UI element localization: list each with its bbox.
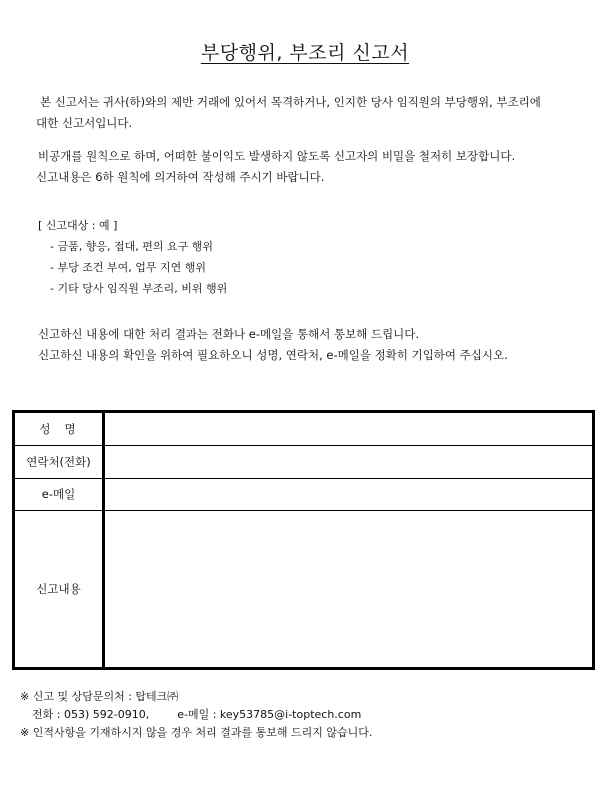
intro-line-2: 대한 신고서입니다. — [36, 116, 133, 130]
intro-paragraph — [36, 92, 596, 134]
page-title — [0, 38, 610, 65]
contact-line — [20, 706, 372, 724]
name-row — [15, 413, 592, 445]
name-field[interactable] — [104, 413, 593, 445]
phone-row — [15, 445, 592, 478]
notice-line-1: 신고하신 내용에 대한 처리 결과는 전화나 e-메일을 통해서 통보해 드립니다. — [38, 327, 420, 341]
footer — [20, 688, 372, 742]
intro-line-1: 본 신고서는 귀사(하)와의 제반 거래에 있어서 목격하거나, 인지한 당사 임직원의 부당행위, 부조리에 — [40, 95, 541, 109]
contact-title: ※ 신고 및 상담문의처 : 탑테크㈜ — [20, 690, 179, 703]
notice-line-2: 신고하신 내용의 확인을 위하여 필요하오니 성명, 연락처, e-메일을 정확히 기입하여 주십시오. — [38, 348, 508, 362]
anonymous-note: ※ 인적사항을 기재하시지 않을 경우 처리 결과를 통보해 드리지 않습니다. — [20, 726, 373, 739]
email-label: e-메일 — [15, 478, 104, 510]
report-form — [12, 410, 595, 670]
notice-paragraph — [38, 324, 598, 366]
contact-email: e-메일 : key53785@i-toptech.com — [177, 708, 362, 721]
confidential-paragraph — [36, 146, 596, 188]
content-field[interactable] — [104, 510, 593, 667]
target-item: - 금품, 향응, 접대, 편의 요구 행위 — [50, 240, 213, 253]
name-label: 성명 — [15, 413, 104, 445]
targets-heading: [ 신고대상 : 예 ] — [38, 219, 118, 232]
email-field[interactable] — [104, 478, 593, 510]
phone-label: 연락처(전화) — [15, 445, 104, 478]
phone-field[interactable] — [104, 445, 593, 478]
email-row — [15, 478, 592, 510]
target-item: - 기타 당사 임직원 부조리, 비위 행위 — [50, 282, 228, 295]
page-title-text: 부당행위, 부조리 신고서 — [200, 42, 410, 64]
content-label: 신고내용 — [15, 510, 104, 667]
report-targets — [38, 215, 227, 299]
content-row — [15, 510, 592, 667]
confidential-line-1: 비공개를 원칙으로 하며, 어떠한 불이익도 발생하지 않도록 신고자의 비밀을 철저히 보장합니다. — [38, 149, 516, 163]
report-form-table — [15, 413, 592, 667]
contact-phone: 전화 : 053) 592-0910, — [32, 708, 150, 721]
confidential-line-2: 신고내용은 6하 원칙에 의거하여 작성해 주시기 바랍니다. — [36, 170, 325, 184]
target-item: - 부당 조건 부여, 업무 지연 행위 — [50, 261, 206, 274]
